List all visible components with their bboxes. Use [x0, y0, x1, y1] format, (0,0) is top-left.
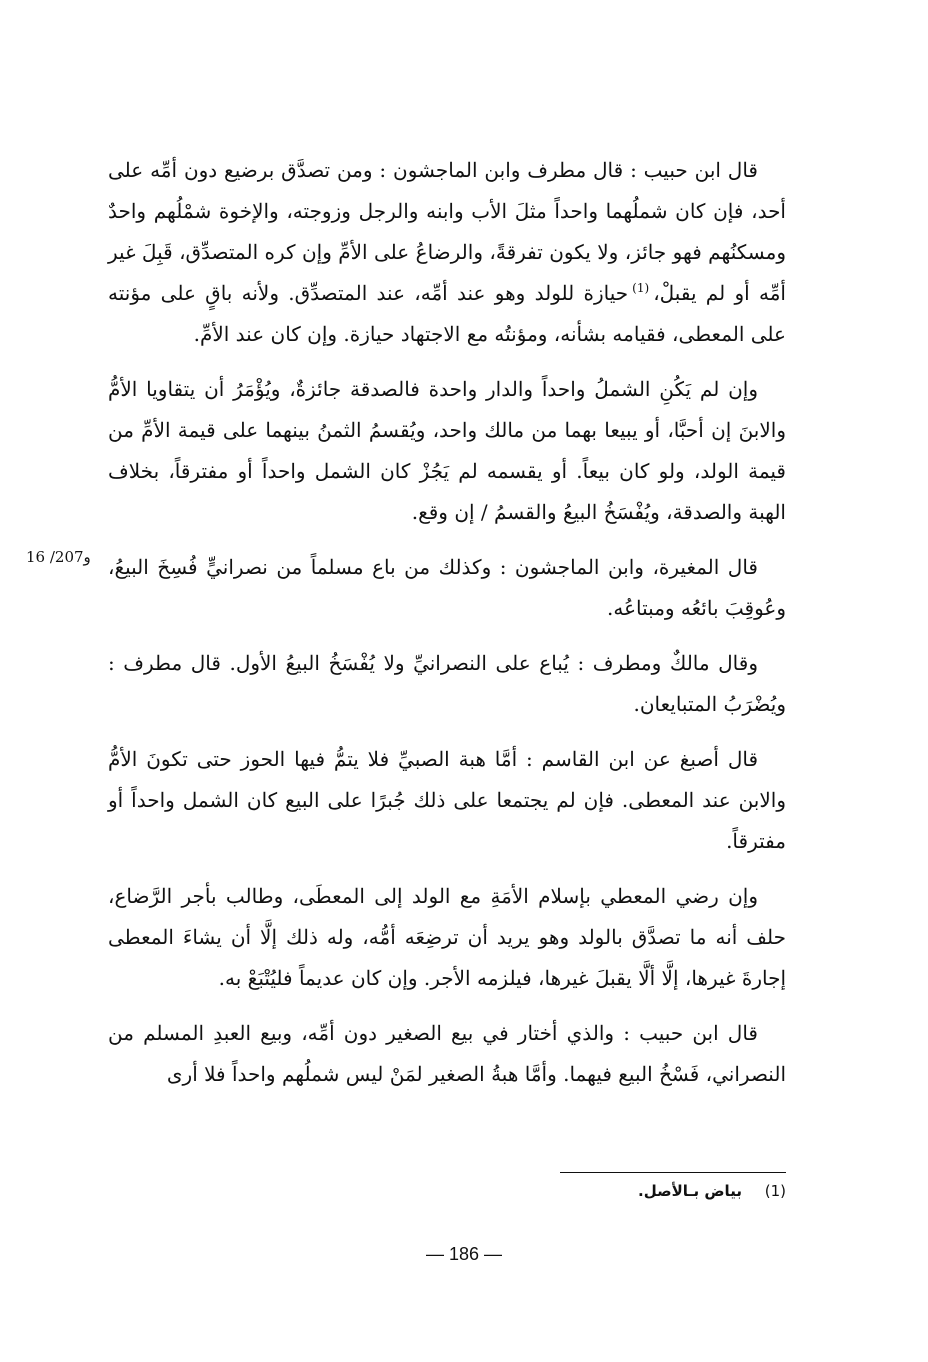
- manuscript-folio-note: 16 /207و: [26, 548, 91, 566]
- page-number: — 186 —: [425, 1244, 503, 1264]
- footnote-divider: [560, 1172, 786, 1173]
- paragraph-4: وقال مالكٌ ومطرف : يُباع على النصرانيِّ ولا يُفْسَخُ البيعُ الأول. قال مطرف : ويُضْرَبُ المتبايعان.: [108, 651, 786, 716]
- paragraph-2: وإن لم يَكُنِ الشملُ واحداً والدار واحدة فالصدقة جائزةٌ، ويُؤْمَرُ أن يتقاويا الأمُّ والابنَ إن أحبَّا، أو يبيعا بهما من مالك واحد، ويُقسمُ الثمنُ بينهما على قيمة الأمِّ من قيمة الولد، ولو كان بيعاً. أو يقسمه لم يَجُزْ كان الشمل واحداً أو مفترقاً، بخلاف الهبة والصدقة، ويُفْسَخُ البيعُ والقسمُ / إن وقع.: [108, 377, 786, 524]
- paragraph-1: [108, 150, 786, 355]
- main-text: [108, 150, 786, 1109]
- footnote-reference: (1): [632, 281, 650, 296]
- paragraph-7: قال ابن حبيب : والذي أختار في بيع الصغير دون أمِّه، وبيع العبدِ المسلم من النصراني، فَسْخُ البيع فيهما. وأمَّا هبةُ الصغير لمَنْ ليس شملُهم واحداً فلا أرى: [108, 1021, 786, 1086]
- paragraph-1-text: قال ابن حبيب : قال مطرف وابن الماجشون : ومن تصدَّق برضيع دون أمِّه على أحد، فإن كان شملُهما واحداً مثلَ الأب وابنه والرجل وزوجته، والإخوة شمْلُهم واحدٌ ومسكنُهم فهو جائز، ولا يكون تفرقةً، والرضاعُ على الأمِّ وإن كره المتصدِّق، قَبِلَ غير أمِّه أو لم يقبلْ،: [108, 158, 786, 305]
- paragraph-5: قال أصبغ عن ابن القاسم : أمَّا هبة الصبيِّ فلا يتمُّ فيها الحوز حتى تكونَ الأمُّ والابن عند المعطى. فإن لم يجتمعا على ذلك جُبرًا على البيع كان الشمل واحداً أو مفترقاً.: [108, 747, 786, 853]
- footnote-number: (1): [764, 1182, 786, 1200]
- paragraph-1-continuation: حيازة للولد وهو عند أمِّه، عند المتصدِّق. ولأنه باقٍ على مؤنته على المعطى، فقيامه بشأنه، ومؤنتُه مع الاجتهاد حيازة. وإن كان عند الأمِّ.: [108, 281, 786, 346]
- paragraph-3: قال المغيرة، وابن الماجشون : وكذلك من باع مسلماً من نصرانيٍّ فُسِخَ البيعُ، وعُوقِبَ بائعُه ومبتاعُه.: [108, 555, 786, 620]
- footnote: [638, 1182, 786, 1200]
- paragraph-6: وإن رضي المعطي بإسلام الأمَةِ مع الولد إلى المعطَى، وطالب بأجر الرَّضاع، حلف أنه ما تصدَّق بالولد وهو يريد أن ترضِعَه أمُّه، وله ذلك إلَّا أن يشاءَ المعطى إجارةَ غيرها، إلَّا ألَّا يقبلَ غيرها، فيلزمه الأجر. وإن كان عديماً فليُتْبَعْ به.: [108, 884, 786, 990]
- footnote-text: بياض بـالأصل.: [638, 1182, 742, 1200]
